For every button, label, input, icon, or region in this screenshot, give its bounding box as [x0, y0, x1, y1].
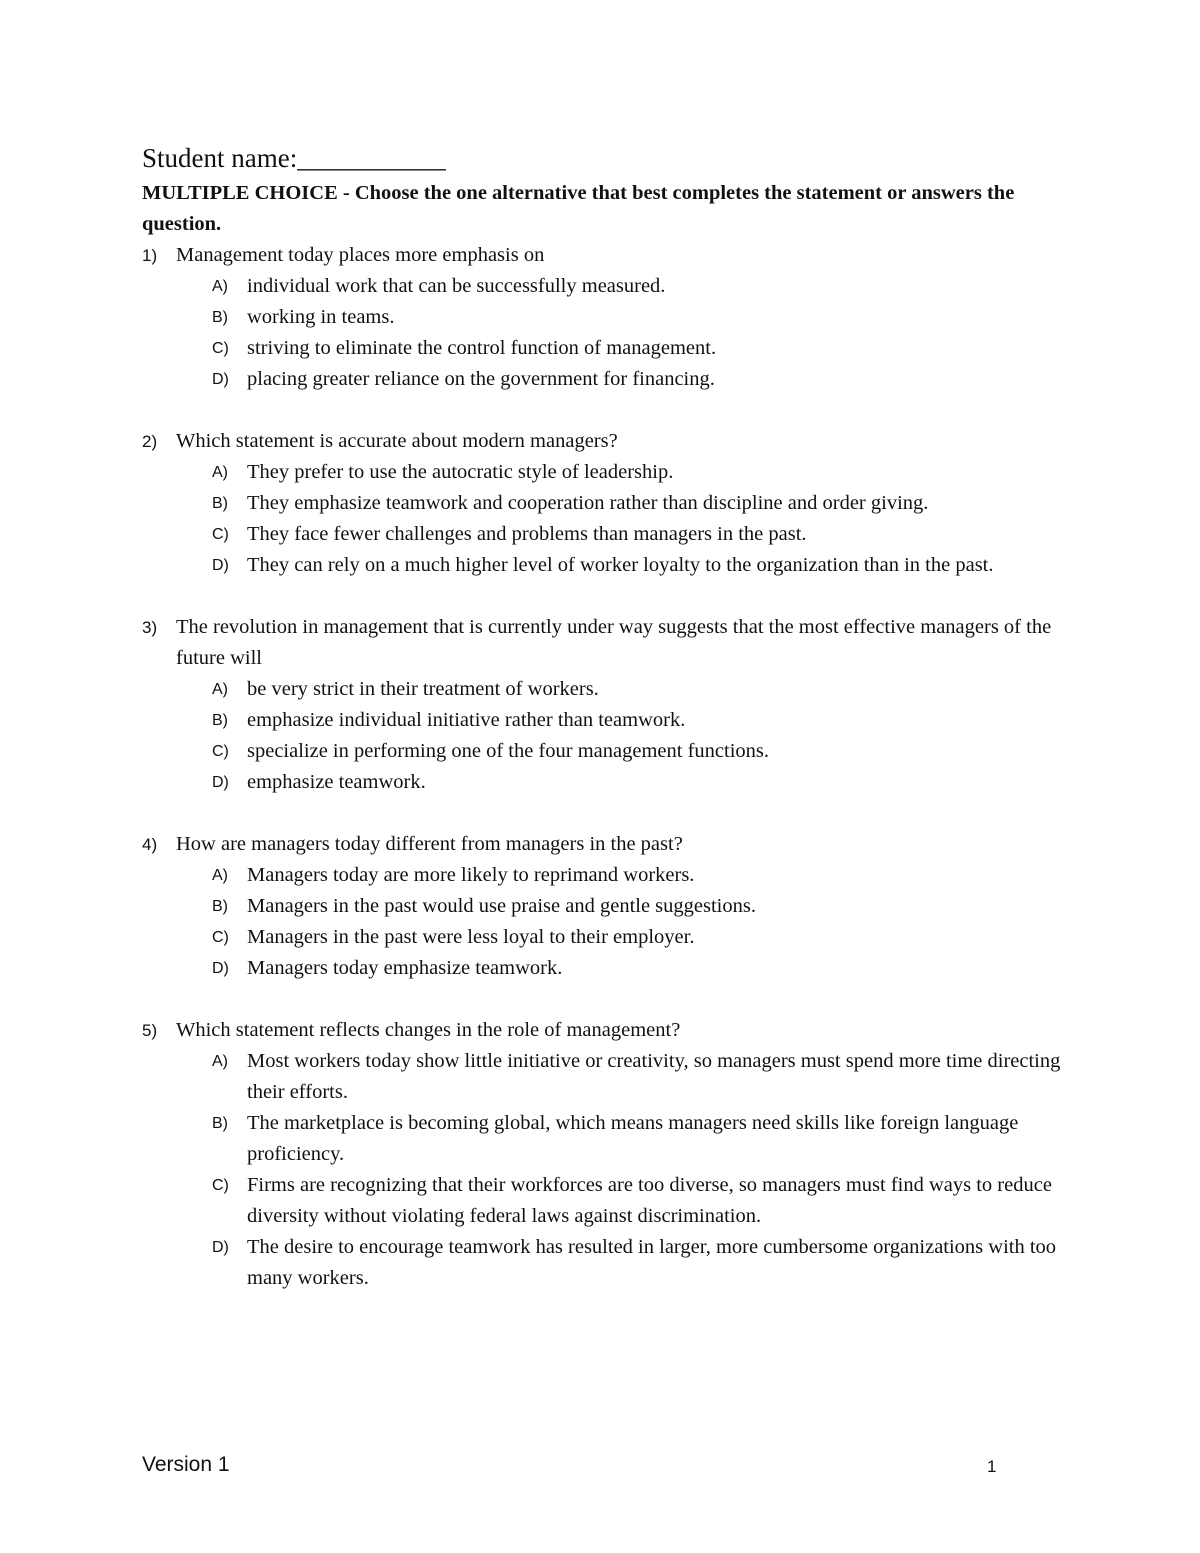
question-5 — [142, 1015, 1082, 1294]
option-text: They emphasize teamwork and cooperation rather than discipline and order giving. — [247, 492, 929, 514]
answer-option-d — [212, 364, 1082, 395]
option-letter: B) — [212, 712, 228, 729]
option-letter: C) — [212, 929, 229, 946]
option-text: They prefer to use the autocratic style of leadership. — [247, 461, 674, 483]
option-letter: A) — [212, 867, 228, 884]
answer-option-d — [212, 550, 1082, 581]
answer-option-d — [212, 1232, 1082, 1294]
question-number: 3) — [142, 618, 158, 637]
option-letter: B) — [212, 1115, 228, 1132]
answer-option-b — [212, 891, 1082, 922]
answer-option-b — [212, 302, 1082, 333]
option-text: be very strict in their treatment of workers. — [247, 678, 599, 700]
answer-options — [142, 271, 1082, 395]
question-text: The revolution in management that is currently under way suggests that the most effective managers of the future will — [176, 616, 1052, 669]
option-text: They can rely on a much higher level of worker loyalty to the organization than in the past. — [247, 554, 994, 576]
question-2 — [142, 426, 1082, 581]
option-letter: C) — [212, 526, 229, 543]
option-letter: D) — [212, 1239, 229, 1256]
answer-options — [142, 1046, 1082, 1294]
answer-option-a — [212, 1046, 1082, 1108]
question-number: 5) — [142, 1021, 158, 1040]
option-letter: D) — [212, 371, 229, 388]
option-text: striving to eliminate the control function of management. — [247, 337, 717, 359]
option-text: The desire to encourage teamwork has resulted in larger, more cumbersome organizations with too many workers. — [247, 1236, 1057, 1289]
answer-option-b — [212, 488, 1082, 519]
option-text: Firms are recognizing that their workforces are too diverse, so managers must find ways to reduce diversity without violating federal laws against discrimination. — [247, 1174, 1052, 1227]
option-text: The marketplace is becoming global, which means managers need skills like foreign language proficiency. — [247, 1112, 1019, 1165]
question-number: 2) — [142, 432, 158, 451]
answer-option-a — [212, 674, 1082, 705]
footer-page-number: 1 — [987, 1457, 997, 1476]
option-letter: B) — [212, 309, 228, 326]
question-list — [142, 240, 1082, 1325]
option-letter: B) — [212, 495, 228, 512]
option-text: placing greater reliance on the government for financing. — [247, 368, 715, 390]
option-letter: A) — [212, 464, 228, 481]
answer-option-a — [212, 457, 1082, 488]
answer-option-b — [212, 705, 1082, 736]
footer-version: Version 1 — [142, 1453, 230, 1476]
question-text: How are managers today different from managers in the past? — [176, 833, 683, 855]
option-letter: D) — [212, 557, 229, 574]
option-text: Managers today emphasize teamwork. — [247, 957, 563, 979]
option-letter: C) — [212, 340, 229, 357]
answer-option-c — [212, 922, 1082, 953]
question-text: Which statement is accurate about modern managers? — [176, 430, 618, 452]
question-text: Management today places more emphasis on — [176, 244, 545, 266]
answer-options — [142, 674, 1082, 798]
option-letter: A) — [212, 1053, 228, 1070]
option-letter: A) — [212, 278, 228, 295]
option-text: emphasize individual initiative rather than teamwork. — [247, 709, 686, 731]
answer-option-a — [212, 860, 1082, 891]
option-text: emphasize teamwork. — [247, 771, 426, 793]
answer-option-d — [212, 953, 1082, 984]
option-text: They face fewer challenges and problems than managers in the past. — [247, 523, 807, 545]
question-3 — [142, 612, 1082, 798]
option-text: working in teams. — [247, 306, 395, 328]
question-text: Which statement reflects changes in the role of management? — [176, 1019, 681, 1041]
answer-options — [142, 457, 1082, 581]
answer-option-c — [212, 1170, 1082, 1232]
answer-option-a — [212, 271, 1082, 302]
question-1 — [142, 240, 1082, 395]
option-letter: D) — [212, 960, 229, 977]
option-text: Managers in the past were less loyal to their employer. — [247, 926, 695, 948]
option-text: specialize in performing one of the four management functions. — [247, 740, 769, 762]
question-4 — [142, 829, 1082, 984]
answer-option-b — [212, 1108, 1082, 1170]
answer-option-c — [212, 736, 1082, 767]
answer-option-c — [212, 519, 1082, 550]
option-letter: B) — [212, 898, 228, 915]
question-number: 1) — [142, 246, 158, 265]
option-text: Managers in the past would use praise and gentle suggestions. — [247, 895, 756, 917]
answer-option-d — [212, 767, 1082, 798]
option-letter: C) — [212, 743, 229, 760]
option-text: Managers today are more likely to reprimand workers. — [247, 864, 695, 886]
option-text: Most workers today show little initiative or creativity, so managers must spend more time directing their efforts. — [247, 1050, 1061, 1103]
option-letter: D) — [212, 774, 229, 791]
option-letter: C) — [212, 1177, 229, 1194]
instructions-heading: MULTIPLE CHOICE - Choose the one alternative that best completes the statement or answers the question. — [142, 182, 1015, 235]
answer-option-c — [212, 333, 1082, 364]
answer-options — [142, 860, 1082, 984]
option-text: individual work that can be successfully measured. — [247, 275, 666, 297]
question-number: 4) — [142, 835, 158, 854]
option-letter: A) — [212, 681, 228, 698]
student-name-label: Student name:___________ — [142, 143, 446, 173]
